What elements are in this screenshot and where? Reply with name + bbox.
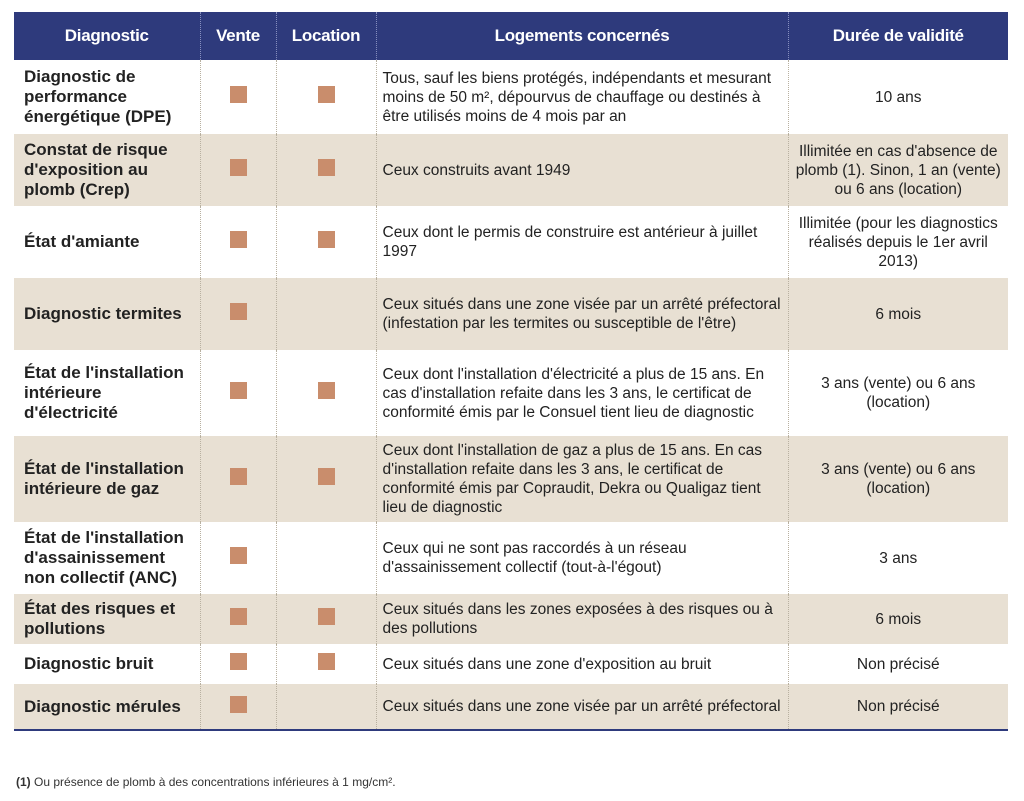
table-row [14, 278, 1008, 350]
duree-validite: 3 ans [788, 522, 1008, 594]
vente-cell [200, 134, 276, 206]
logements-concernes: Ceux situés dans une zone visée par un arrêté préfectoral [376, 684, 788, 730]
diagnostic-name: Diagnostic mérules [14, 684, 200, 730]
diagnostic-name: État de l'installation intérieure d'électricité [14, 350, 200, 436]
diagnostic-name: Diagnostic de performance énergétique (DPE) [14, 60, 200, 134]
duree-validite: Illimitée (pour les diagnostics réalisés depuis le 1er avril 2013) [788, 206, 1008, 278]
location-marker-icon [318, 159, 335, 176]
vente-marker-icon [230, 382, 247, 399]
logements-concernes: Ceux dont l'installation de gaz a plus de 15 ans. En cas d'installation refaite dans les 3 ans, le certificat de conformité émis par Copraudit, Dekra ou Qualigaz tient lieu de diagnostic [376, 436, 788, 522]
diagnostic-name: Constat de risque d'exposition au plomb (Crep) [14, 134, 200, 206]
table-row [14, 134, 1008, 206]
location-cell [276, 134, 376, 206]
header-duree: Durée de validité [788, 12, 1008, 60]
vente-cell [200, 206, 276, 278]
vente-marker-icon [230, 231, 247, 248]
vente-marker-icon [230, 303, 247, 320]
logements-concernes: Ceux dont l'installation d'électricité a plus de 15 ans. En cas d'installation refaite dans les 3 ans, le certificat de conformité émis par le Consuel tient lieu de diagnostic [376, 350, 788, 436]
duree-validite: Non précisé [788, 644, 1008, 684]
vente-cell [200, 350, 276, 436]
diagnostic-name: État d'amiante [14, 206, 200, 278]
table-row [14, 684, 1008, 730]
footnote-text: Ou présence de plomb à des concentrations inférieures à 1 mg/cm². [30, 775, 396, 789]
duree-validite: 6 mois [788, 594, 1008, 644]
vente-marker-icon [230, 547, 247, 564]
footnote-marker: (1) [16, 775, 31, 789]
table-row [14, 522, 1008, 594]
table-header-row [14, 12, 1008, 60]
header-location: Location [276, 12, 376, 60]
logements-concernes: Tous, sauf les biens protégés, indépendants et mesurant moins de 50 m², dépourvus de chauffage ou destinés à être utilisés moins de 4 mois par an [376, 60, 788, 134]
location-cell [276, 522, 376, 594]
location-marker-icon [318, 608, 335, 625]
vente-marker-icon [230, 468, 247, 485]
footnote [16, 775, 396, 789]
table-row [14, 60, 1008, 134]
vente-cell [200, 60, 276, 134]
table-row [14, 594, 1008, 644]
logements-concernes: Ceux situés dans les zones exposées à des risques ou à des pollutions [376, 594, 788, 644]
vente-cell [200, 522, 276, 594]
location-cell [276, 594, 376, 644]
duree-validite: Non précisé [788, 684, 1008, 730]
header-diagnostic: Diagnostic [14, 12, 200, 60]
location-marker-icon [318, 382, 335, 399]
duree-validite: 6 mois [788, 278, 1008, 350]
logements-concernes: Ceux dont le permis de construire est antérieur à juillet 1997 [376, 206, 788, 278]
diagnostic-name: État de l'installation intérieure de gaz [14, 436, 200, 522]
vente-cell [200, 684, 276, 730]
diagnostic-name: Diagnostic bruit [14, 644, 200, 684]
vente-cell [200, 644, 276, 684]
vente-cell [200, 594, 276, 644]
location-marker-icon [318, 468, 335, 485]
location-cell [276, 684, 376, 730]
duree-validite: 3 ans (vente) ou 6 ans (location) [788, 350, 1008, 436]
location-cell [276, 436, 376, 522]
diagnostic-name: Diagnostic termites [14, 278, 200, 350]
header-logements: Logements concernés [376, 12, 788, 60]
diagnostic-name: État des risques et pollutions [14, 594, 200, 644]
table-row [14, 644, 1008, 684]
vente-marker-icon [230, 608, 247, 625]
duree-validite: 10 ans [788, 60, 1008, 134]
location-marker-icon [318, 86, 335, 103]
vente-marker-icon [230, 696, 247, 713]
duree-validite: Illimitée en cas d'absence de plomb (1). Sinon, 1 an (vente) ou 6 ans (location) [788, 134, 1008, 206]
location-cell [276, 278, 376, 350]
diagnostic-name: État de l'installation d'assainissement non collectif (ANC) [14, 522, 200, 594]
logements-concernes: Ceux situés dans une zone d'exposition au bruit [376, 644, 788, 684]
location-marker-icon [318, 653, 335, 670]
duree-validite: 3 ans (vente) ou 6 ans (location) [788, 436, 1008, 522]
location-marker-icon [318, 231, 335, 248]
location-cell [276, 350, 376, 436]
logements-concernes: Ceux qui ne sont pas raccordés à un réseau d'assainissement collectif (tout-à-l'égout) [376, 522, 788, 594]
location-cell [276, 60, 376, 134]
vente-marker-icon [230, 86, 247, 103]
table-row [14, 350, 1008, 436]
vente-marker-icon [230, 653, 247, 670]
location-cell [276, 644, 376, 684]
vente-cell [200, 436, 276, 522]
table-row [14, 436, 1008, 522]
diagnostics-table [14, 12, 1008, 731]
logements-concernes: Ceux situés dans une zone visée par un arrêté préfectoral (infestation par les termites ou susceptible de l'être) [376, 278, 788, 350]
vente-cell [200, 278, 276, 350]
vente-marker-icon [230, 159, 247, 176]
header-vente: Vente [200, 12, 276, 60]
logements-concernes: Ceux construits avant 1949 [376, 134, 788, 206]
table-row [14, 206, 1008, 278]
location-cell [276, 206, 376, 278]
